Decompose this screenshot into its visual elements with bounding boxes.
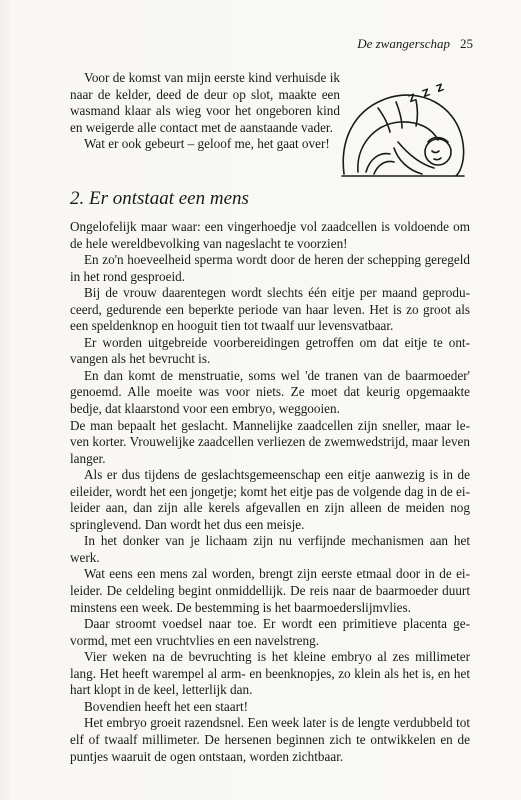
intro-paragraph: Voor de komst van mijn eerste kind verhuisde ik naar de kelder, deed de deur op slot, maakte een wasmand klaar als wieg voor het ongeboren kind en weigerde alle contact met de aanstaande vader. <box>70 70 340 135</box>
section-title: 2. Er ontstaat een mens <box>70 188 249 209</box>
sleeping-curled-person-icon <box>338 82 468 182</box>
body-paragraph: Er worden uitgebreide voorbereidingen getroffen om dat eitje te ontvangen als het bevrucht is. <box>70 334 470 367</box>
section-body <box>70 219 470 765</box>
body-paragraph: Het embryo groeit razendsnel. Een week later is de lengte verdubbeld tot elf of twaalf millimeter. De hersenen beginnen zich te ontwikkelen en de puntjes waaruit de ogen ontstaan, worden zichtbaar. <box>70 715 470 764</box>
snore-text: Z Z Z <box>407 81 448 106</box>
body-paragraph: En dan komt de menstruatie, soms wel 'de tranen van de baarmoeder' genoemd. Alle moeite was voor niets. Ze moet dat keurig opgemaakte bedje, dat klaarstond voor een embryo, weggooien. <box>70 367 470 417</box>
body-paragraph: De man bepaalt het geslacht. Mannelijke zaadcellen zijn sneller, maar leven korter. Vrouwelijke zaadcellen verliezen de zwemwedstrijd, maar leven langer. <box>70 417 470 466</box>
body-paragraph: Daar stroomt voedsel naar toe. Er wordt een primitieve placenta gevormd, met een vruchtvlies en een navelstreng. <box>70 616 470 648</box>
running-header <box>357 36 473 52</box>
intro-paragraph: Wat er ook gebeurt – geloof me, het gaat over! <box>84 136 330 152</box>
body-paragraph: Bovendien heeft het een staart! <box>84 698 249 714</box>
body-paragraph: Als er dus tijdens de geslachtsgemeenschap een eitje aanwezig is in de eileider, wordt het een jongetje; komt het eitje pas de volgende dag in de eileider aan, dan zijn alle kerels afgevallen en zijn alleen de meiden nog springlevend. Dan wordt het dus een meisje. <box>70 467 470 532</box>
body-paragraph: Wat eens een mens zal worden, brengt zijn eerste etmaal door in de eileider. De celdeling begint onmiddellijk. De reis naar de baarmoeder duurt minstens een week. De bestemming is het baarmoederslijmvlies. <box>70 566 470 615</box>
intro-text <box>70 70 340 153</box>
body-paragraph: Ongelofelijk maar waar: een vingerhoedje vol zaadcellen is voldoende om de hele wereldbevolking van nageslacht te voorzien! <box>70 219 470 251</box>
body-paragraph: Vier weken na de bevruchting is het kleine embryo al zes millimeter lang. Het heeft warempel al arm- en beenknopjes, zo klein als het is, en het hart klopt in de keel, letterlijk dan. <box>70 649 470 698</box>
running-title: De zwangerschap <box>357 36 450 51</box>
body-paragraph: En zo'n hoeveelheid sperma wordt door de heren der schepping geregeld in het rond gesproeid. <box>70 252 470 284</box>
body-paragraph: In het donker van je lichaam zijn nu verfijnde mechanismen aan het werk. <box>70 533 470 565</box>
body-paragraph: Bij de vrouw daarentegen wordt slechts één eitje per maand geproduceerd, gedurende een beperkte periode van haar leven. Het is zo groot als een speldenknop en hooguit tien tot twaalf uur levensvatbaar. <box>70 285 470 334</box>
page-number: 25 <box>460 36 473 51</box>
